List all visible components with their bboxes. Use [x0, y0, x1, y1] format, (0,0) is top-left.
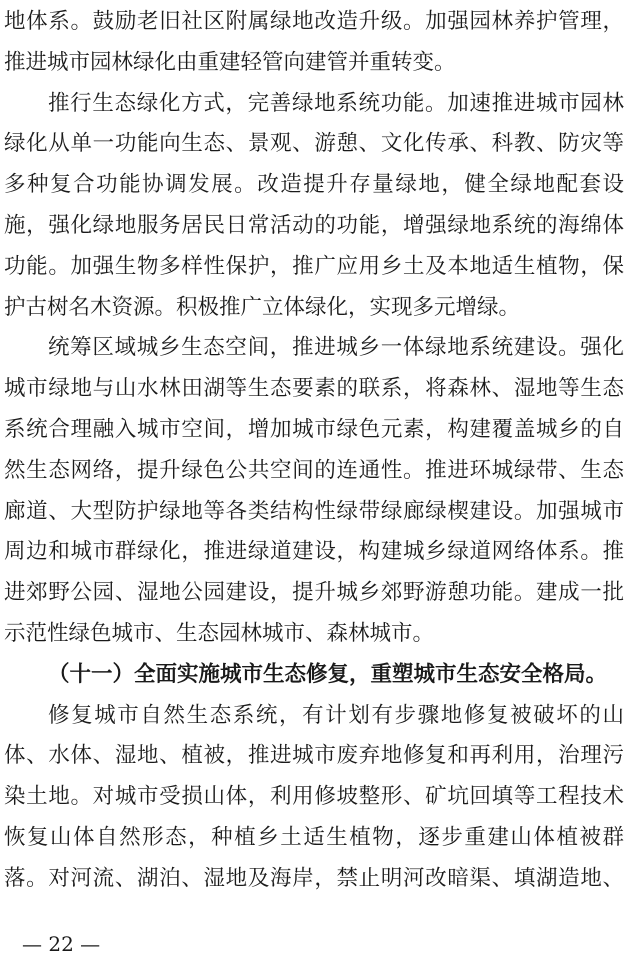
page-number: — 22 — [22, 932, 101, 956]
text-line: 护古树名木资源。积极推广立体绿化，实现多元增绿。 [4, 294, 521, 320]
text-line: 统筹区域城乡生态空间，推进城乡一体绿地系统建设。强化 [48, 335, 624, 361]
section-heading: （十一）全面实施城市生态修复，重塑城市生态安全格局。 [48, 661, 608, 687]
text-line: 恢复山体自然形态，种植乡土适生植物，逐步重建山体植被群 [4, 824, 624, 850]
body-text [4, 6, 624, 904]
text-line: 施，强化绿地服务居民日常活动的功能，增强绿地系统的海绵体 [4, 212, 624, 238]
text-line: 推行生态绿化方式，完善绿地系统功能。加速推进城市园林 [48, 90, 624, 116]
text-line: 体、水体、湿地、植被，推进城市废弃地修复和再利用，治理污 [4, 743, 624, 769]
text-line: 功能。加强生物多样性保护，推广应用乡土及本地适生植物，保 [4, 253, 624, 279]
text-line: 落。对河流、湖泊、湿地及海岸，禁止明河改暗渠、填湖造地、 [4, 865, 624, 891]
text-line: 示范性绿色城市、生态园林城市、森林城市。 [4, 620, 435, 646]
text-line: 多种复合功能协调发展。改造提升存量绿地，健全绿地配套设 [4, 172, 624, 198]
text-line: 染土地。对城市受损山体，利用修坡整形、矿坑回填等工程技术 [4, 784, 624, 810]
text-line: 城市绿地与山水林田湖等生态要素的联系，将森林、湿地等生态 [4, 376, 624, 402]
text-line: 周边和城市群绿化，推进绿道建设，构建城乡绿道网络体系。推 [4, 539, 624, 565]
text-line: 修复城市自然生态系统，有计划有步骤地修复被破坏的山 [48, 702, 624, 728]
text-line: 绿化从单一功能向生态、景观、游憩、文化传承、科教、防灾等 [4, 131, 624, 157]
text-line: 然生态网络，提升绿色公共空间的连通性。推进环城绿带、生态 [4, 457, 624, 483]
text-line: 推进城市园林绿化由重建轻管向建管并重转变。 [4, 49, 456, 75]
text-line: 系统合理融入城市空间，增加城市绿色元素，构建覆盖城乡的自 [4, 416, 624, 442]
text-line: 廊道、大型防护绿地等各类结构性绿带绿廊绿楔建设。加强城市 [4, 498, 624, 524]
text-line: 地体系。鼓励老旧社区附属绿地改造升级。加强园林养护管理， [4, 9, 624, 34]
text-line: 进郊野公园、湿地公园建设，提升城乡郊野游憩功能。建成一批 [4, 580, 624, 606]
